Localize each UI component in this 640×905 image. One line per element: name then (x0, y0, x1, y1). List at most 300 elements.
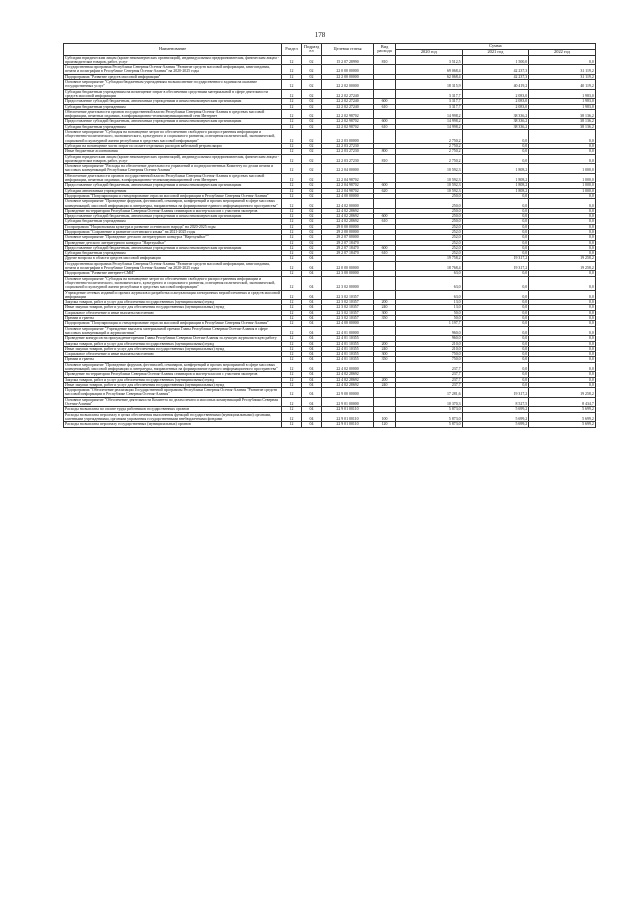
row-section: 12 (282, 119, 302, 124)
row-subsection: 02 (302, 124, 322, 129)
row-target: 22 3 02 10357 (322, 300, 374, 305)
row-name: Основное мероприятие "Проведение форумов, фестивалей, семинаров, конференций и прочих мероприятий в сфере массовых коммуникаций, массовой информации и литературы, направленных на формирование единого информационного пространства" (64, 199, 282, 209)
row-sum-2020: 960,0 (396, 336, 463, 341)
row-sum-2020: 252,0 (396, 235, 463, 240)
row-target: 22 9 01 00110 (322, 422, 374, 427)
row-expense (374, 109, 396, 119)
row-subsection: 02 (302, 109, 322, 119)
row-target: 22 9 01 00110 (322, 407, 374, 412)
table-row (64, 412, 596, 422)
row-section: 12 (282, 276, 302, 290)
row-target: 22 3 02 10357 (322, 305, 374, 310)
row-section: 12 (282, 261, 302, 271)
row-subsection: 04 (302, 407, 322, 412)
row-sum-2022: 0,0 (529, 149, 596, 154)
row-name: Субсидии юридическим лицам (кроме некоммерческих организаций), индивидуальным предпринимателям, физическим лицам - производителям товаров, работ, услуг (64, 154, 282, 164)
row-target: 22 4 00 00000 (322, 193, 374, 198)
row-expense: 800 (374, 149, 396, 154)
row-section: 12 (282, 240, 302, 245)
row-subsection: 02 (302, 154, 322, 164)
header-section: Раздел (282, 44, 302, 56)
row-name: Основное мероприятие "Проведение детского литературного конкурса "Нартхуыйыг"" (64, 235, 282, 240)
row-sum-2021: 8 527,5 (462, 397, 529, 407)
row-subsection: 02 (302, 173, 322, 183)
row-target: 29 2 07 18470 (322, 251, 374, 256)
row-expense: 200 (374, 300, 396, 305)
row-name: Субсидии бюджетным учреждениям на возмещение затрат в обеспечении средствами материальной в сфере деятельности средств массовой информации (64, 89, 282, 99)
table-row (64, 326, 596, 336)
row-sum-2022: 0,0 (529, 229, 596, 234)
row-section: 12 (282, 89, 302, 99)
row-subsection: 02 (302, 208, 322, 213)
row-target: 22 2 02 27240 (322, 99, 374, 104)
row-expense: 600 (374, 119, 396, 124)
row-sum-2020: 237,7 (396, 382, 463, 387)
row-expense: 350 (374, 316, 396, 321)
table-row (64, 130, 596, 144)
row-sum-2022: 38 136,2 (529, 109, 596, 119)
row-name: Предоставление субсидий бюджетным, автономным учреждениям и иным некоммерческим организациям (64, 119, 282, 124)
row-sum-2022: 0,0 (529, 290, 596, 300)
row-subsection: 04 (302, 326, 322, 336)
row-target: 29 2 07 18470 (322, 245, 374, 250)
row-sum-2021: 0,0 (462, 346, 529, 351)
row-section: 12 (282, 74, 302, 79)
row-sum-2021: 5 699,2 (462, 422, 529, 427)
row-sum-2022: 5 699,2 (529, 407, 596, 412)
row-sum-2021: 19 317,2 (462, 256, 529, 261)
row-sum-2020: 3 317,7 (396, 104, 463, 109)
row-subsection: 02 (302, 240, 322, 245)
row-section: 12 (282, 219, 302, 224)
row-sum-2021: 0,0 (462, 276, 529, 290)
row-name: Субсидии юридическим лицам (кроме некоммерческих организаций), индивидуальным предпринимателям, физическим лицам - производителям товаров, работ, услуг (64, 55, 282, 65)
row-sum-2022: 0,0 (529, 336, 596, 341)
row-target: 22 2 02 27240 (322, 104, 374, 109)
row-section: 12 (282, 341, 302, 346)
row-sum-2022: 0,0 (529, 245, 596, 250)
row-sum-2022: 0,0 (529, 240, 596, 245)
row-name: Закупка товаров, работ и услуг для обеспечения государственных (муниципальных) нужд (64, 377, 282, 382)
row-expense (374, 290, 396, 300)
row-target: 22 0 00 00000 (322, 65, 374, 75)
row-sum-2020: 13,0 (396, 305, 463, 310)
row-sum-2021: 0,0 (462, 316, 529, 321)
row-sum-2022: 0,0 (529, 305, 596, 310)
row-name: Обеспечение деятельности органов государственной власти Республики Северная Осетия-Алания в средствах массовой информации, печатных изданиях, в информационно-телекоммуникационной сети Интернет (64, 173, 282, 183)
row-section: 12 (282, 55, 302, 65)
row-sum-2022: 0,0 (529, 235, 596, 240)
row-sum-2020: 210,0 (396, 346, 463, 351)
row-expense (374, 65, 396, 75)
row-sum-2020: 252,0 (396, 240, 463, 245)
row-target: 22 3 02 10357 (322, 310, 374, 315)
header-year-2022: 2022 год (529, 49, 596, 55)
row-subsection: 04 (302, 261, 322, 271)
row-expense: 600 (374, 245, 396, 250)
row-target: 22 4 01 00000 (322, 326, 374, 336)
row-section: 12 (282, 124, 302, 129)
header-sum: Сумма (396, 44, 596, 50)
row-target: 22 4 02 28692 (322, 219, 374, 224)
row-sum-2020: 63,0 (396, 276, 463, 290)
row-sum-2021: 1 808,2 (462, 173, 529, 183)
row-name: Проведение на территории Республики Северная Осетия-Алания семинаров и мастер-классов с участием экспертов (64, 372, 282, 377)
row-sum-2021: 2 083,0 (462, 104, 529, 109)
row-expense: 810 (374, 55, 396, 65)
row-sum-2022: 0,0 (529, 130, 596, 144)
row-section: 12 (282, 256, 302, 261)
row-expense: 240 (374, 346, 396, 351)
row-name: Субсидии бюджетным учреждениям (64, 124, 282, 129)
row-target: 22 2 02 98702 (322, 109, 374, 119)
row-name: Расходы на выплаты персоналу государственных (муниципальных) органов (64, 422, 282, 427)
row-section: 12 (282, 109, 302, 119)
table-row (64, 261, 596, 271)
row-sum-2022: 1 983,0 (529, 99, 596, 104)
row-target: 22 9 01 00110 (322, 412, 374, 422)
row-sum-2020: 250,0 (396, 193, 463, 198)
row-section: 12 (282, 352, 302, 357)
row-section: 12 (282, 154, 302, 164)
table-row (64, 164, 596, 174)
row-section: 12 (282, 214, 302, 219)
row-sum-2022: 0,0 (529, 300, 596, 305)
row-sum-2022: 31 119,2 (529, 65, 596, 75)
row-sum-2022: 1 000,0 (529, 188, 596, 193)
row-sum-2020: 1 197,7 (396, 321, 463, 326)
table-row (64, 173, 596, 183)
row-subsection: 04 (302, 422, 322, 427)
row-sum-2021: 0,0 (462, 271, 529, 276)
row-sum-2022: 0,0 (529, 276, 596, 290)
header-year-2020: 2020 год (396, 49, 463, 55)
row-sum-2021: 42 237,3 (462, 65, 529, 75)
row-expense: 200 (374, 377, 396, 382)
table-row (64, 109, 596, 119)
row-sum-2020: 5 873,0 (396, 412, 463, 422)
row-sum-2022: 0,0 (529, 316, 596, 321)
row-target: 22 4 02 00000 (322, 362, 374, 372)
row-name: Государственная программа Республики Северная Осетия-Алания "Развитие средств массовой информации, книгоиздания, печати и полиграфии в Республике Северная Осетия-Алания" на 2020-2025 годы (64, 261, 282, 271)
row-sum-2020: 250,0 (396, 199, 463, 209)
row-sum-2021: 0,0 (462, 143, 529, 148)
table-row (64, 422, 596, 427)
row-name: Социальное обеспечение и иные выплаты населению (64, 352, 282, 357)
row-sum-2020: 19 758,2 (396, 256, 463, 261)
row-section: 12 (282, 326, 302, 336)
row-subsection: 02 (302, 143, 322, 148)
row-target: 22 2 03 27230 (322, 149, 374, 154)
row-sum-2022: 0,0 (529, 310, 596, 315)
row-target: 15 2 07 28990 (322, 55, 374, 65)
row-sum-2021: 42 237,3 (462, 74, 529, 79)
row-section: 12 (282, 245, 302, 250)
row-name: Субсидии бюджетным учреждениям (64, 104, 282, 109)
row-sum-2020: 237,7 (396, 362, 463, 372)
row-section: 12 (282, 271, 302, 276)
row-name: Подпрограмма "Популяризация и стимулирование отрасли массовой информации в Республике Северная Осетия-Алания" (64, 321, 282, 326)
row-sum-2020: 17 281,6 (396, 388, 463, 398)
row-section: 12 (282, 173, 302, 183)
row-expense: 600 (374, 214, 396, 219)
row-expense (374, 173, 396, 183)
row-target: 22 2 03 00000 (322, 130, 374, 144)
row-subsection: 02 (302, 224, 322, 229)
row-subsection: 04 (302, 377, 322, 382)
row-expense (374, 199, 396, 209)
row-sum-2020: 63,0 (396, 290, 463, 300)
row-target: 22 4 01 10355 (322, 346, 374, 351)
row-sum-2022: 0,0 (529, 362, 596, 372)
row-sum-2021: 5 699,2 (462, 412, 529, 422)
row-target: 29 0 00 00000 (322, 224, 374, 229)
table-row (64, 362, 596, 372)
row-target: 22 2 02 98702 (322, 119, 374, 124)
row-subsection: 04 (302, 271, 322, 276)
row-target: 22 0 00 00000 (322, 261, 374, 271)
row-section: 12 (282, 321, 302, 326)
row-sum-2020: 62 068,4 (396, 74, 463, 79)
row-sum-2020: 252,0 (396, 224, 463, 229)
row-name: Госпрограмма "Национальная культура и развитие осетинского народа" на 2020-2025 годы (64, 224, 282, 229)
row-sum-2022: 0,0 (529, 346, 596, 351)
row-section: 12 (282, 382, 302, 387)
row-section: 12 (282, 377, 302, 382)
row-sum-2020: 13,0 (396, 300, 463, 305)
row-subsection: 04 (302, 321, 322, 326)
budget-table (63, 43, 596, 428)
row-sum-2021: 0,0 (462, 208, 529, 213)
row-target: 29 2 07 18470 (322, 240, 374, 245)
row-sum-2021: 0,0 (462, 357, 529, 362)
row-name: Субсидии автономным учреждениям (64, 188, 282, 193)
row-section: 12 (282, 412, 302, 422)
row-target: 22 4 02 28692 (322, 214, 374, 219)
row-section: 12 (282, 305, 302, 310)
row-sum-2020: 10 592,3 (396, 164, 463, 174)
row-sum-2021: 19 317,2 (462, 388, 529, 398)
row-section: 12 (282, 422, 302, 427)
row-section: 12 (282, 208, 302, 213)
row-subsection: 04 (302, 276, 322, 290)
row-sum-2022: 0,0 (529, 372, 596, 377)
row-section: 12 (282, 164, 302, 174)
row-name: Расходы на выплаты персоналу в целях обеспечения выполнения функций государственными (муниципальными) органами, казенными учреждениями, органами управления государственными внебюджетными фондами (64, 412, 282, 422)
row-expense: 240 (374, 305, 396, 310)
row-sum-2021: 0,0 (462, 251, 529, 256)
row-expense: 810 (374, 154, 396, 164)
row-target: 22 3 02 10357 (322, 290, 374, 300)
row-name: Проведение детского литературного конкурса "Нартхуыйыг" (64, 240, 282, 245)
row-name: Основное мероприятие "Проведение форумов, фестивалей, семинаров, конференций и прочих мероприятий в сфере массовых коммуникаций, массовой информации и литературы, направленных на формирование единого информационного пространства" (64, 362, 282, 372)
row-subsection: 02 (302, 164, 322, 174)
row-sum-2020: 10 592,3 (396, 188, 463, 193)
row-sum-2022: 19 258,2 (529, 256, 596, 261)
row-subsection: 04 (302, 397, 322, 407)
row-target: 22 4 02 28692 (322, 377, 374, 382)
row-name: Субсидии бюджетным учреждениям (64, 251, 282, 256)
row-name: Другие вопросы в области средств массовой информации (64, 256, 282, 261)
row-subsection: 02 (302, 199, 322, 209)
table-row (64, 276, 596, 290)
row-section: 12 (282, 336, 302, 341)
row-target: 22 2 02 27240 (322, 89, 374, 99)
row-sum-2022: 1 000,0 (529, 183, 596, 188)
row-subsection: 02 (302, 99, 322, 104)
row-sum-2021: 19 317,2 (462, 261, 529, 271)
row-sum-2020: 252,0 (396, 229, 463, 234)
row-sum-2022: 0,0 (529, 382, 596, 387)
row-expense: 120 (374, 422, 396, 427)
row-sum-2020: 250,0 (396, 219, 463, 224)
row-expense (374, 362, 396, 372)
row-name: Иные закупки товаров, работ и услуг для обеспечения государственных (муниципальных) нужд (64, 305, 282, 310)
row-sum-2022: 1 983,0 (529, 104, 596, 109)
row-section: 12 (282, 300, 302, 305)
row-subsection: 02 (302, 229, 322, 234)
row-sum-2021: 0,0 (462, 382, 529, 387)
row-sum-2020: 250,0 (396, 208, 463, 213)
row-sum-2022: 0,0 (529, 208, 596, 213)
row-name: Иные закупки товаров, работ и услуг для обеспечения государственных (муниципальных) нужд (64, 346, 282, 351)
row-name: Подпрограмма "Развитие средств массовой информации" (64, 74, 282, 79)
row-sum-2020: 2 750,2 (396, 154, 463, 164)
row-section: 12 (282, 149, 302, 154)
row-sum-2021: 5 699,2 (462, 407, 529, 412)
row-sum-2020: 252,0 (396, 245, 463, 250)
table-row (64, 55, 596, 65)
row-expense: 240 (374, 382, 396, 387)
row-expense (374, 326, 396, 336)
row-target: 22 2 02 98702 (322, 124, 374, 129)
row-section: 12 (282, 362, 302, 372)
row-sum-2020: 2 750,2 (396, 149, 463, 154)
row-target: 22 4 01 10355 (322, 357, 374, 362)
row-expense: 610 (374, 104, 396, 109)
row-sum-2022: 1 983,0 (529, 89, 596, 99)
row-target: 22 4 02 28692 (322, 208, 374, 213)
row-sum-2021: 0,0 (462, 305, 529, 310)
row-sum-2022: 0,0 (529, 352, 596, 357)
row-sum-2020: 960,0 (396, 326, 463, 336)
row-section: 12 (282, 183, 302, 188)
row-section: 12 (282, 199, 302, 209)
row-sum-2022: 0,0 (529, 357, 596, 362)
row-sum-2020: 3 512,5 (396, 55, 463, 65)
row-expense: 300 (374, 352, 396, 357)
row-name: Социальное обеспечение и иные выплаты населению (64, 310, 282, 315)
row-sum-2020: 14 998,2 (396, 109, 463, 119)
row-sum-2020: 252,0 (396, 251, 463, 256)
row-section: 12 (282, 188, 302, 193)
row-name: Предоставление субсидий бюджетным, автономным учреждениям и иным некоммерческим организациям (64, 245, 282, 250)
row-sum-2020: 5 873,0 (396, 407, 463, 412)
row-sum-2021: 0,0 (462, 229, 529, 234)
row-section: 12 (282, 235, 302, 240)
row-target: 22 9 00 00000 (322, 388, 374, 398)
row-expense: 600 (374, 183, 396, 188)
row-name: Подпрограмма "Развитие интернет-СМИ" (64, 271, 282, 276)
row-subsection: 02 (302, 245, 322, 250)
row-sum-2022: 0,0 (529, 341, 596, 346)
row-subsection: 02 (302, 130, 322, 144)
header-year-2021: 2021 год (462, 49, 529, 55)
row-target: 22 4 02 28692 (322, 372, 374, 377)
row-sum-2021: 0,0 (462, 154, 529, 164)
row-subsection: 02 (302, 193, 322, 198)
row-sum-2022: 1 000,0 (529, 173, 596, 183)
row-sum-2021: 0,0 (462, 336, 529, 341)
row-expense: 200 (374, 341, 396, 346)
row-sum-2020: 250,0 (396, 214, 463, 219)
row-section: 12 (282, 407, 302, 412)
row-name: Учреждение сетевых изданий и прочих журналов и разработка и актуализация электронных версий печатных и средств массовой информации (65, 290, 281, 299)
row-sum-2021: 38 336,2 (462, 124, 529, 129)
row-sum-2022: 0,0 (529, 377, 596, 382)
row-sum-2021: 0,0 (462, 341, 529, 346)
row-target: 22 2 04 98702 (322, 188, 374, 193)
row-target: 22 4 02 28692 (322, 382, 374, 387)
row-subsection: 04 (302, 305, 322, 310)
row-sum-2022: 0,0 (529, 219, 596, 224)
row-sum-2021: 0,0 (462, 130, 529, 144)
row-sum-2020: 2 750,2 (396, 130, 463, 144)
row-sum-2021: 1 808,2 (462, 164, 529, 174)
row-expense (374, 80, 396, 90)
row-name: Основное мероприятие "Обеспечение деятельности Комитета по делам печати и массовых коммуникаций Республики Северная Осетия-Алания" (64, 397, 282, 407)
row-subsection: 02 (302, 235, 322, 240)
row-subsection: 04 (302, 412, 322, 422)
row-expense: 620 (374, 188, 396, 193)
table-row (64, 199, 596, 209)
header-target: Целевая статья (322, 44, 374, 56)
table-row (64, 65, 596, 75)
table-row (64, 89, 596, 99)
page-number: 178 (314, 31, 326, 39)
row-sum-2020: 5 873,0 (396, 422, 463, 427)
row-expense (374, 276, 396, 290)
row-section: 12 (282, 310, 302, 315)
row-subsection: 02 (302, 219, 322, 224)
row-sum-2021: 0,0 (462, 377, 529, 382)
row-target: 22 2 03 27230 (322, 154, 374, 164)
row-section: 12 (282, 224, 302, 229)
row-sum-2020: 10 592,3 (396, 183, 463, 188)
row-name: Подпрограмма "Сохранение и развитие осетинского языка" на 2021-2025 годы (64, 229, 282, 234)
row-sum-2020: 14 998,2 (396, 119, 463, 124)
row-sum-2021: 1 500,0 (462, 55, 529, 65)
row-sum-2022: 0,0 (529, 154, 596, 164)
row-sum-2022: 0,0 (529, 326, 596, 336)
row-target: 22 4 02 00000 (322, 199, 374, 209)
row-target: 22 3 02 10357 (322, 316, 374, 321)
row-sum-2020: 3 317,7 (396, 89, 463, 99)
row-expense: 610 (374, 251, 396, 256)
row-expense: 100 (374, 412, 396, 422)
header-expense: Вид расхода (374, 44, 396, 56)
row-subsection: 02 (302, 74, 322, 79)
row-section: 12 (282, 397, 302, 407)
row-sum-2022: 0,0 (529, 55, 596, 65)
row-section: 12 (282, 290, 302, 300)
row-section: 12 (282, 346, 302, 351)
row-expense: 600 (374, 99, 396, 104)
row-sum-2022: 40 119,2 (529, 80, 596, 90)
row-sum-2021: 0,0 (462, 300, 529, 305)
row-section: 12 (282, 104, 302, 109)
row-name: Иные бюджетные ассигнования (64, 149, 282, 154)
